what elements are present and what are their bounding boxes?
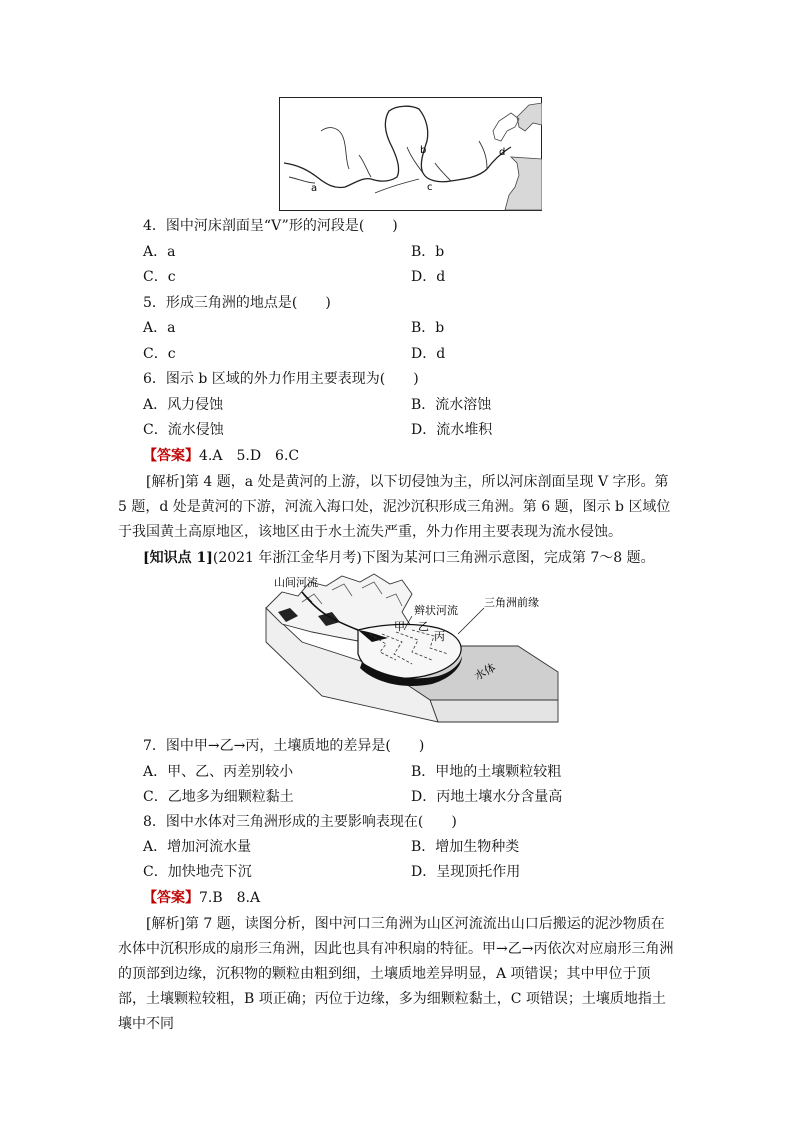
q7-stem: 7．图中甲→乙→丙，土壤质地的差异是( ) — [143, 738, 425, 754]
q4-option-b[interactable]: B．b — [411, 244, 445, 260]
label-braided-river: 辫状河流 — [414, 604, 458, 617]
answer-block-1 — [143, 446, 299, 466]
q8-option-c[interactable]: C．加快地壳下沉 — [143, 864, 252, 880]
q8-stem: 8．图中水体对三角洲形成的主要影响表现在( ) — [143, 814, 457, 830]
analysis-tag: [解析] — [146, 474, 185, 490]
delta-diagram — [262, 572, 560, 728]
q8-option-d[interactable]: D．呈现顶托作用 — [411, 864, 521, 880]
label-a: a — [311, 183, 318, 194]
label-c: c — [427, 182, 433, 193]
answer-tag: 【答案】 — [143, 448, 199, 464]
label-delta-edge: 三角洲前缘 — [484, 596, 539, 609]
q4-option-d[interactable]: D．d — [411, 269, 446, 285]
q8-option-b[interactable]: B．增加生物种类 — [411, 839, 520, 855]
label-yi: 乙 — [418, 620, 429, 633]
label-mountain-river: 山间河流 — [274, 576, 318, 589]
answer-text: 4.A 5.D 6.C — [199, 448, 300, 464]
knowledge-text: (2021 年浙江金华月考)下图为某河口三角洲示意图，完成第 7～8 题。 — [212, 550, 655, 566]
q4-option-c[interactable]: C．c — [143, 269, 176, 285]
analysis-2 — [118, 912, 678, 1037]
analysis-text: 第 7 题，读图分析，图中河口三角洲为山区河流流出山口后搬运的泥沙物质在水体中沉积形成的扇形三角洲，因此也具有冲积扇的特征。甲→乙→丙依次对应扇形三角洲的顶部到边缘，沉积物的颗粒由粗到细，土壤质地差异明显，A 项错误；其中甲位于顶部，土壤颗粒较粗，B 项正确；丙位于边缘，多为细颗粒黏土，C 项错误；土壤质地指土壤中不同 — [118, 916, 674, 1032]
q5-option-c[interactable]: C．c — [143, 346, 176, 362]
analysis-text: 第 4 题，a 处是黄河的上游，以下切侵蚀为主，所以河床剖面呈现 V 字形。第 5 题，d 处是黄河的下游，河流入海口处，泥沙沉积形成三角洲。第 6 题，图示 b 区域位于我国黄土高原地区，该地区由于水土流失严重，外力作用主要表现为流水侵蚀。 — [118, 474, 671, 540]
label-d: d — [499, 147, 506, 158]
label-bing: 丙 — [434, 630, 445, 643]
q6-option-c[interactable]: C．流水侵蚀 — [143, 422, 224, 438]
q6-option-d[interactable]: D．流水堆积 — [411, 422, 493, 438]
knowledge-tag: [知识点 1] — [143, 550, 213, 566]
analysis-1 — [118, 470, 678, 545]
q5-option-a[interactable]: A．a — [143, 320, 176, 336]
q7-option-b[interactable]: B．甲地的土壤颗粒较粗 — [411, 764, 562, 780]
q7-option-a[interactable]: A．甲、乙、丙差别较小 — [143, 764, 294, 780]
answer-tag: 【答案】 — [143, 890, 199, 906]
delta-diagram-svg — [262, 572, 560, 728]
q6-option-a[interactable]: A．风力侵蚀 — [143, 397, 224, 413]
label-jia: 甲 — [394, 620, 405, 633]
yellow-river-map — [279, 97, 542, 211]
answer-block-2 — [143, 888, 260, 908]
label-b: b — [420, 145, 427, 156]
knowledge-point — [143, 548, 655, 568]
q5-option-d[interactable]: D．d — [411, 346, 446, 362]
q4-option-a[interactable]: A．a — [143, 244, 176, 260]
analysis-tag: [解析] — [146, 916, 185, 932]
water-body-front — [430, 700, 558, 722]
q5-option-b[interactable]: B．b — [411, 320, 445, 336]
q7-option-d[interactable]: D．丙地土壤水分含量高 — [411, 789, 563, 805]
q5-stem: 5．形成三角洲的地点是( ) — [143, 295, 331, 311]
label-water: 水体 — [472, 661, 498, 683]
q6-option-b[interactable]: B．流水溶蚀 — [411, 397, 492, 413]
q8-option-a[interactable]: A．增加河流水量 — [143, 839, 252, 855]
yellow-river-map-svg — [279, 97, 542, 211]
q4-stem: 4．图中河床剖面呈“V”形的河段是( ) — [143, 218, 398, 234]
answer-text: 7.B 8.A — [199, 890, 261, 906]
q6-stem: 6．图示 b 区域的外力作用主要表现为( ) — [143, 371, 419, 387]
q7-option-c[interactable]: C．乙地多为细颗粒黏土 — [143, 789, 294, 805]
